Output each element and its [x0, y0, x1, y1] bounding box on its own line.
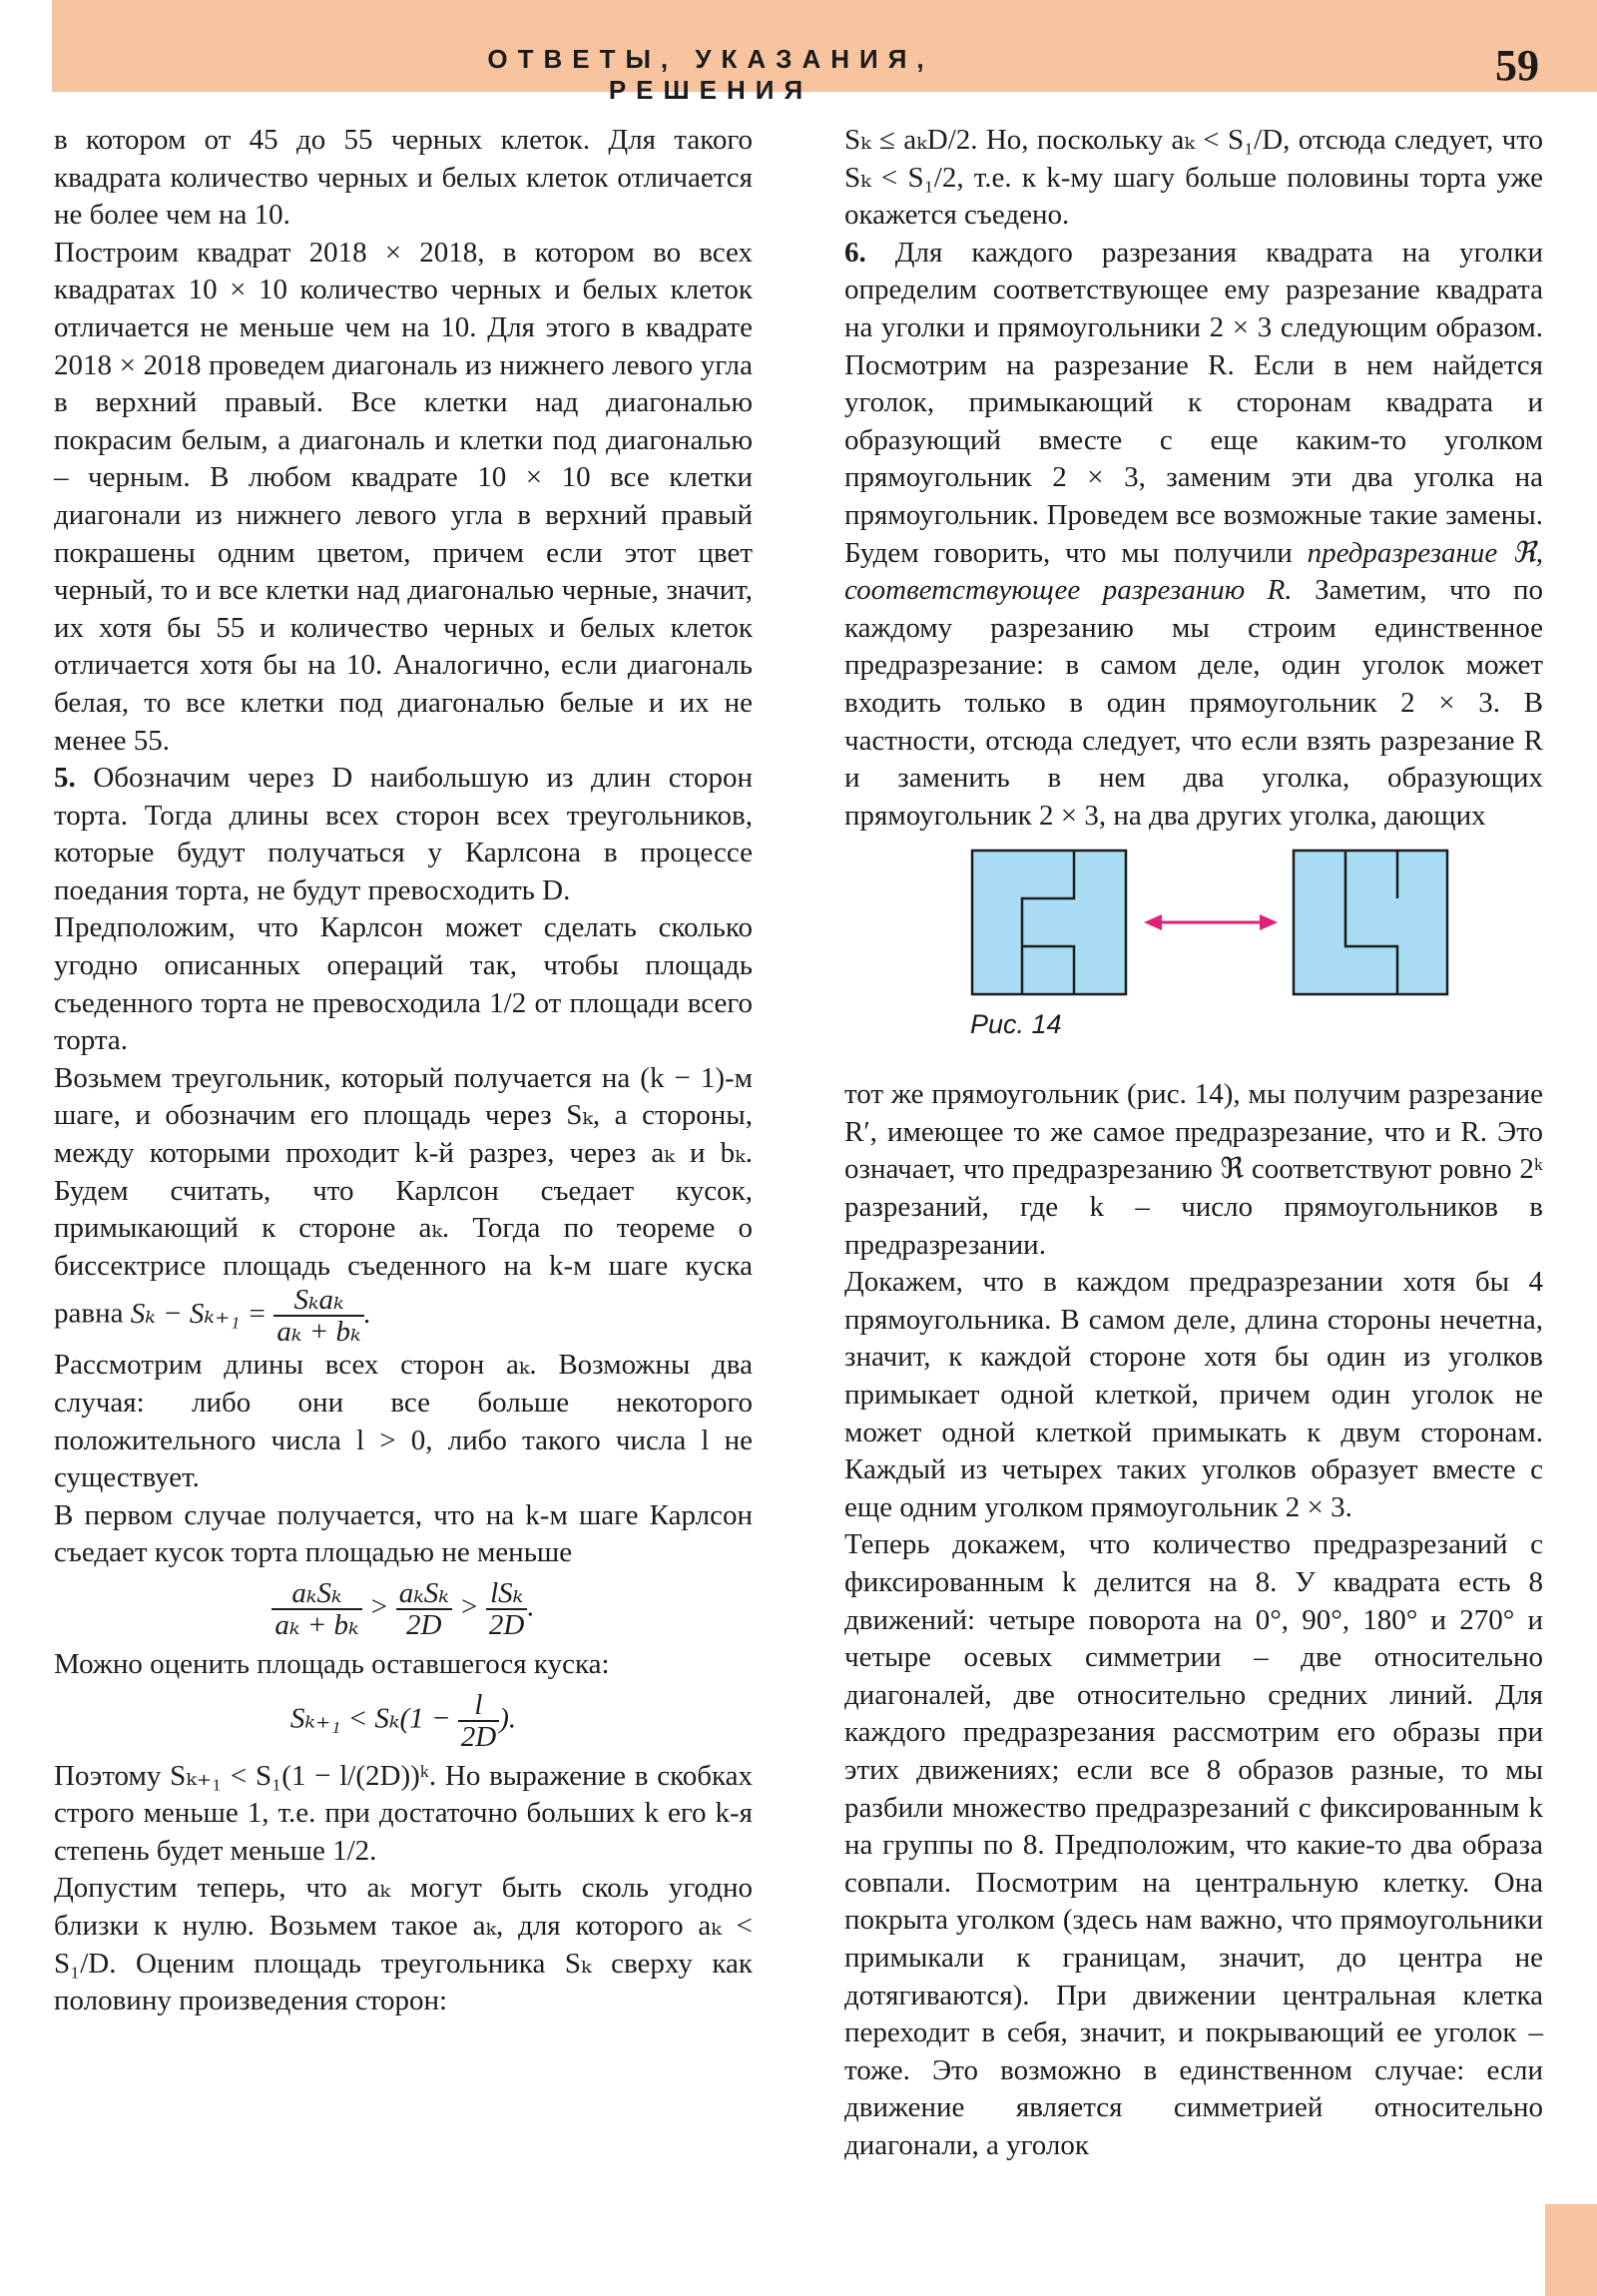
fraction: [273, 1285, 363, 1347]
formula-operator: >: [459, 1590, 479, 1623]
paragraph: [54, 1060, 753, 1348]
fraction-numerator: aₖSₖ: [396, 1578, 452, 1610]
fraction-numerator: Sₖaₖ: [273, 1285, 363, 1317]
fraction-denominator: 2D: [460, 1720, 497, 1753]
left-rectangle: [972, 851, 1126, 994]
figure-caption: Рис. 14: [970, 1009, 1062, 1040]
paragraph: в котором от 45 до 55 черных клеток. Для такого квадрата количество черных и белых клеток отличается не более чем на 10.: [54, 124, 753, 232]
formula-bisector: Sₖ − Sₖ₊₁ = $\frac{\text{Sₖaₖ}}{\text{aₖ + bₖ}}$ .: [130, 1284, 371, 1349]
right-column: [844, 122, 1543, 2165]
paragraph: Поэтому Sₖ₊₁ < S₁(1 − l/(2D))ᵏ. Но выражение в скобках строго меньше 1, т.е. при достаточно больших k его k-я степень будет меньше 1/2.: [54, 1759, 753, 1867]
problem-number: 5.: [54, 762, 76, 795]
arrow-head-right: [1260, 914, 1278, 930]
fraction: [486, 1578, 527, 1640]
formula-part: Sₖ − Sₖ₊₁ =: [130, 1298, 267, 1331]
paragraph: [54, 760, 753, 909]
paragraph: В первом случае получается, что на k-м шаге Карлсон съедает кусок торта площадью не меньше: [54, 1498, 753, 1569]
paragraph: Рассмотрим длины всех сторон aₖ. Возможны два случая: либо они все больше некоторого положительного числа l > 0, либо такого числа l не существует.: [54, 1349, 753, 1494]
problem-number: 6.: [844, 236, 866, 269]
emphasis-text: предразрезание ℜ, соответствующее разрезанию R.: [844, 536, 1543, 607]
paragraph: Теперь докажем, что количество предразрезаний с фиксированным k делится на 8. У квадрата есть 8 движений: четыре поворота на 0°, 90°, 180° и 270° и четыре осевых симметрии – две относительно диагоналей, две относительно средних линий. Для каждого предразрезания рассмотрим его образы при этих движениях; если все 8 образов разные, то мы разбили множество предразрезаний с фиксированным k на группы по 8. Предположим, что какие-то два образа совпали. Посмотрим на центральную клетку. Она покрыта уголком (здесь нам важно, что прямоугольники примыкали к границам, значит, до центра не дотягиваются). При движении центральная клетка переходит в себя, значит, и покрывающий ее уголок – тоже. Это возможно в единственном случае: если движение является симметрией относительно диагонали, а уголок: [844, 1528, 1543, 2161]
fraction: [271, 1578, 361, 1640]
left-column: [54, 122, 753, 2020]
page-number: 59: [1495, 41, 1539, 90]
side-tab: [1545, 2204, 1597, 2296]
formula-inequality: $\frac{\text{aₖSₖ}}{\text{aₖ + bₖ}}$ > $\frac{\text{aₖSₖ}}{2D}$ > $\frac{\text{lSₖ}}{2D}$ .: [54, 1578, 753, 1640]
fraction-denominator: 2D: [406, 1608, 442, 1641]
paragraph: Предположим, что Карлсон может сделать сколько угодно описанных операций так, чтобы площадь съеденного торта не превосходила 1/2 от площади всего торта.: [54, 911, 753, 1057]
right-rectangle: [1294, 851, 1447, 994]
fraction-denominator: aₖ + bₖ: [276, 1316, 361, 1349]
arrow-head-left: [1144, 914, 1162, 930]
page-header: [52, 0, 1597, 105]
paragraph: Допустим теперь, что aₖ могут быть сколь угодно близки к нулю. Возьмем такое aₖ, для которого aₖ < S₁/D. Оценим площадь треугольника Sₖ сверху как половину произведения сторон:: [54, 1872, 753, 2017]
header-title: ОТВЕТЫ, УКАЗАНИЯ, РЕШЕНИЯ: [487, 44, 934, 105]
fraction-denominator: 2D: [488, 1608, 525, 1641]
fraction: [396, 1578, 452, 1640]
fraction-denominator: aₖ + bₖ: [274, 1608, 359, 1641]
paragraph: тот же прямоугольник (рис. 14), мы получим разрезание R′, имеющее то же самое предразрезание, что и R. Это означает, что предразрезанию ℜ соответствуют ровно 2ᵏ разрезаний, где k – число прямоугольников в предразрезании.: [844, 1078, 1543, 1261]
paragraph: Sₖ ≤ aₖD/2. Но, поскольку aₖ < S₁/D, отсюда следует, что Sₖ < S₁/2, т.е. к k-му шагу больше половины торта уже окажется съедено.: [844, 124, 1543, 232]
paragraph: Можно оценить площадь оставшегося куска:: [54, 1647, 610, 1680]
formula-remaining: [54, 1690, 753, 1752]
paragraph-text: Обозначим через D наибольшую из длин сторон торта. Тогда длины всех сторон всех треугольников, которые будут получаться у Карлсона в процессе поедания торта, не будут превосходить D.: [54, 762, 753, 906]
formula-operator: >: [368, 1590, 389, 1623]
formula-part: Sₖ₊₁ < Sₖ(1 −: [289, 1702, 451, 1735]
paragraph-text: Возьмем треугольник, который получается на (k − 1)-м шаге, и обозначим его площадь через Sₖ, а стороны, между которыми проходит k-й разрез, через aₖ и bₖ. Будем считать, что Карлсон съедает кусок, примыкающий к стороне aₖ. Тогда по теореме о биссектрисе площадь съеденного на k-м шаге куска равна: [54, 1061, 753, 1331]
fraction-numerator: aₖSₖ: [271, 1578, 361, 1610]
formula-part: ).: [499, 1702, 517, 1735]
fraction-numerator: lSₖ: [486, 1578, 527, 1610]
paragraph: Построим квадрат 2018 × 2018, в котором во всех квадратах 10 × 10 количество черных и белых клеток отличается не меньше чем на 10. Для этого в квадрате 2018 × 2018 проведем диагональ из нижнего левого угла в верхний правый. Все клетки над диагональю покрасим белым, а диагональ и клетки под диагональю – черным. В любом квадрате 10 × 10 все клетки диагонали из нижнего левого угла в верхний правый покрашены одним цветом, причем если этот цвет черный, то и все клетки над диагональю черные, значит, их хотя бы 55 и количество черных и белых клеток отличается хотя бы на 10. Аналогично, если диагональ белая, то все клетки под диагональю белые и их не менее 55.: [54, 236, 753, 757]
figure-14: [844, 849, 1543, 1058]
figure-14-drawing: [970, 849, 1449, 998]
paragraph-text: Для каждого разрезания квадрата на уголки определим соответствующее ему разрезание квадрата на уголки и прямоугольники 2 × 3 следующим образом. Посмотрим на разрезание R. Если в нем найдется уголок, примыкающий к сторонам квадрата и образующий вместе с еще каким-то уголком прямоугольник 2 × 3, заменим эти два уголка на прямоугольник. Проведем все возможные такие замены. Будем говорить, что мы получили: [844, 236, 1543, 569]
paragraph-text: Заметим, что по каждому разрезанию мы строим единственное предразрезание: в самом деле, один уголок может входить только в один прямоугольник 2 × 3. В частности, отсюда следует, что если взять разрезание R и заменить в нем два уголка, образующих прямоугольник 2 × 3, на два других уголка, дающих: [844, 574, 1543, 832]
paragraph: Докажем, что в каждом предразрезании хотя бы 4 прямоугольника. В самом деле, длина стороны нечетна, значит, к каждой стороне хотя бы один из уголков примыкает одной клеткой, причем один уголок не может одной клеткой примыкать к двум сторонам. Каждый из четырех таких уголков образует вместе с еще одним уголком прямоугольник 2 × 3.: [844, 1266, 1543, 1523]
fraction: [458, 1690, 499, 1752]
paragraph: [844, 235, 1543, 836]
fraction-numerator: l: [458, 1690, 499, 1722]
